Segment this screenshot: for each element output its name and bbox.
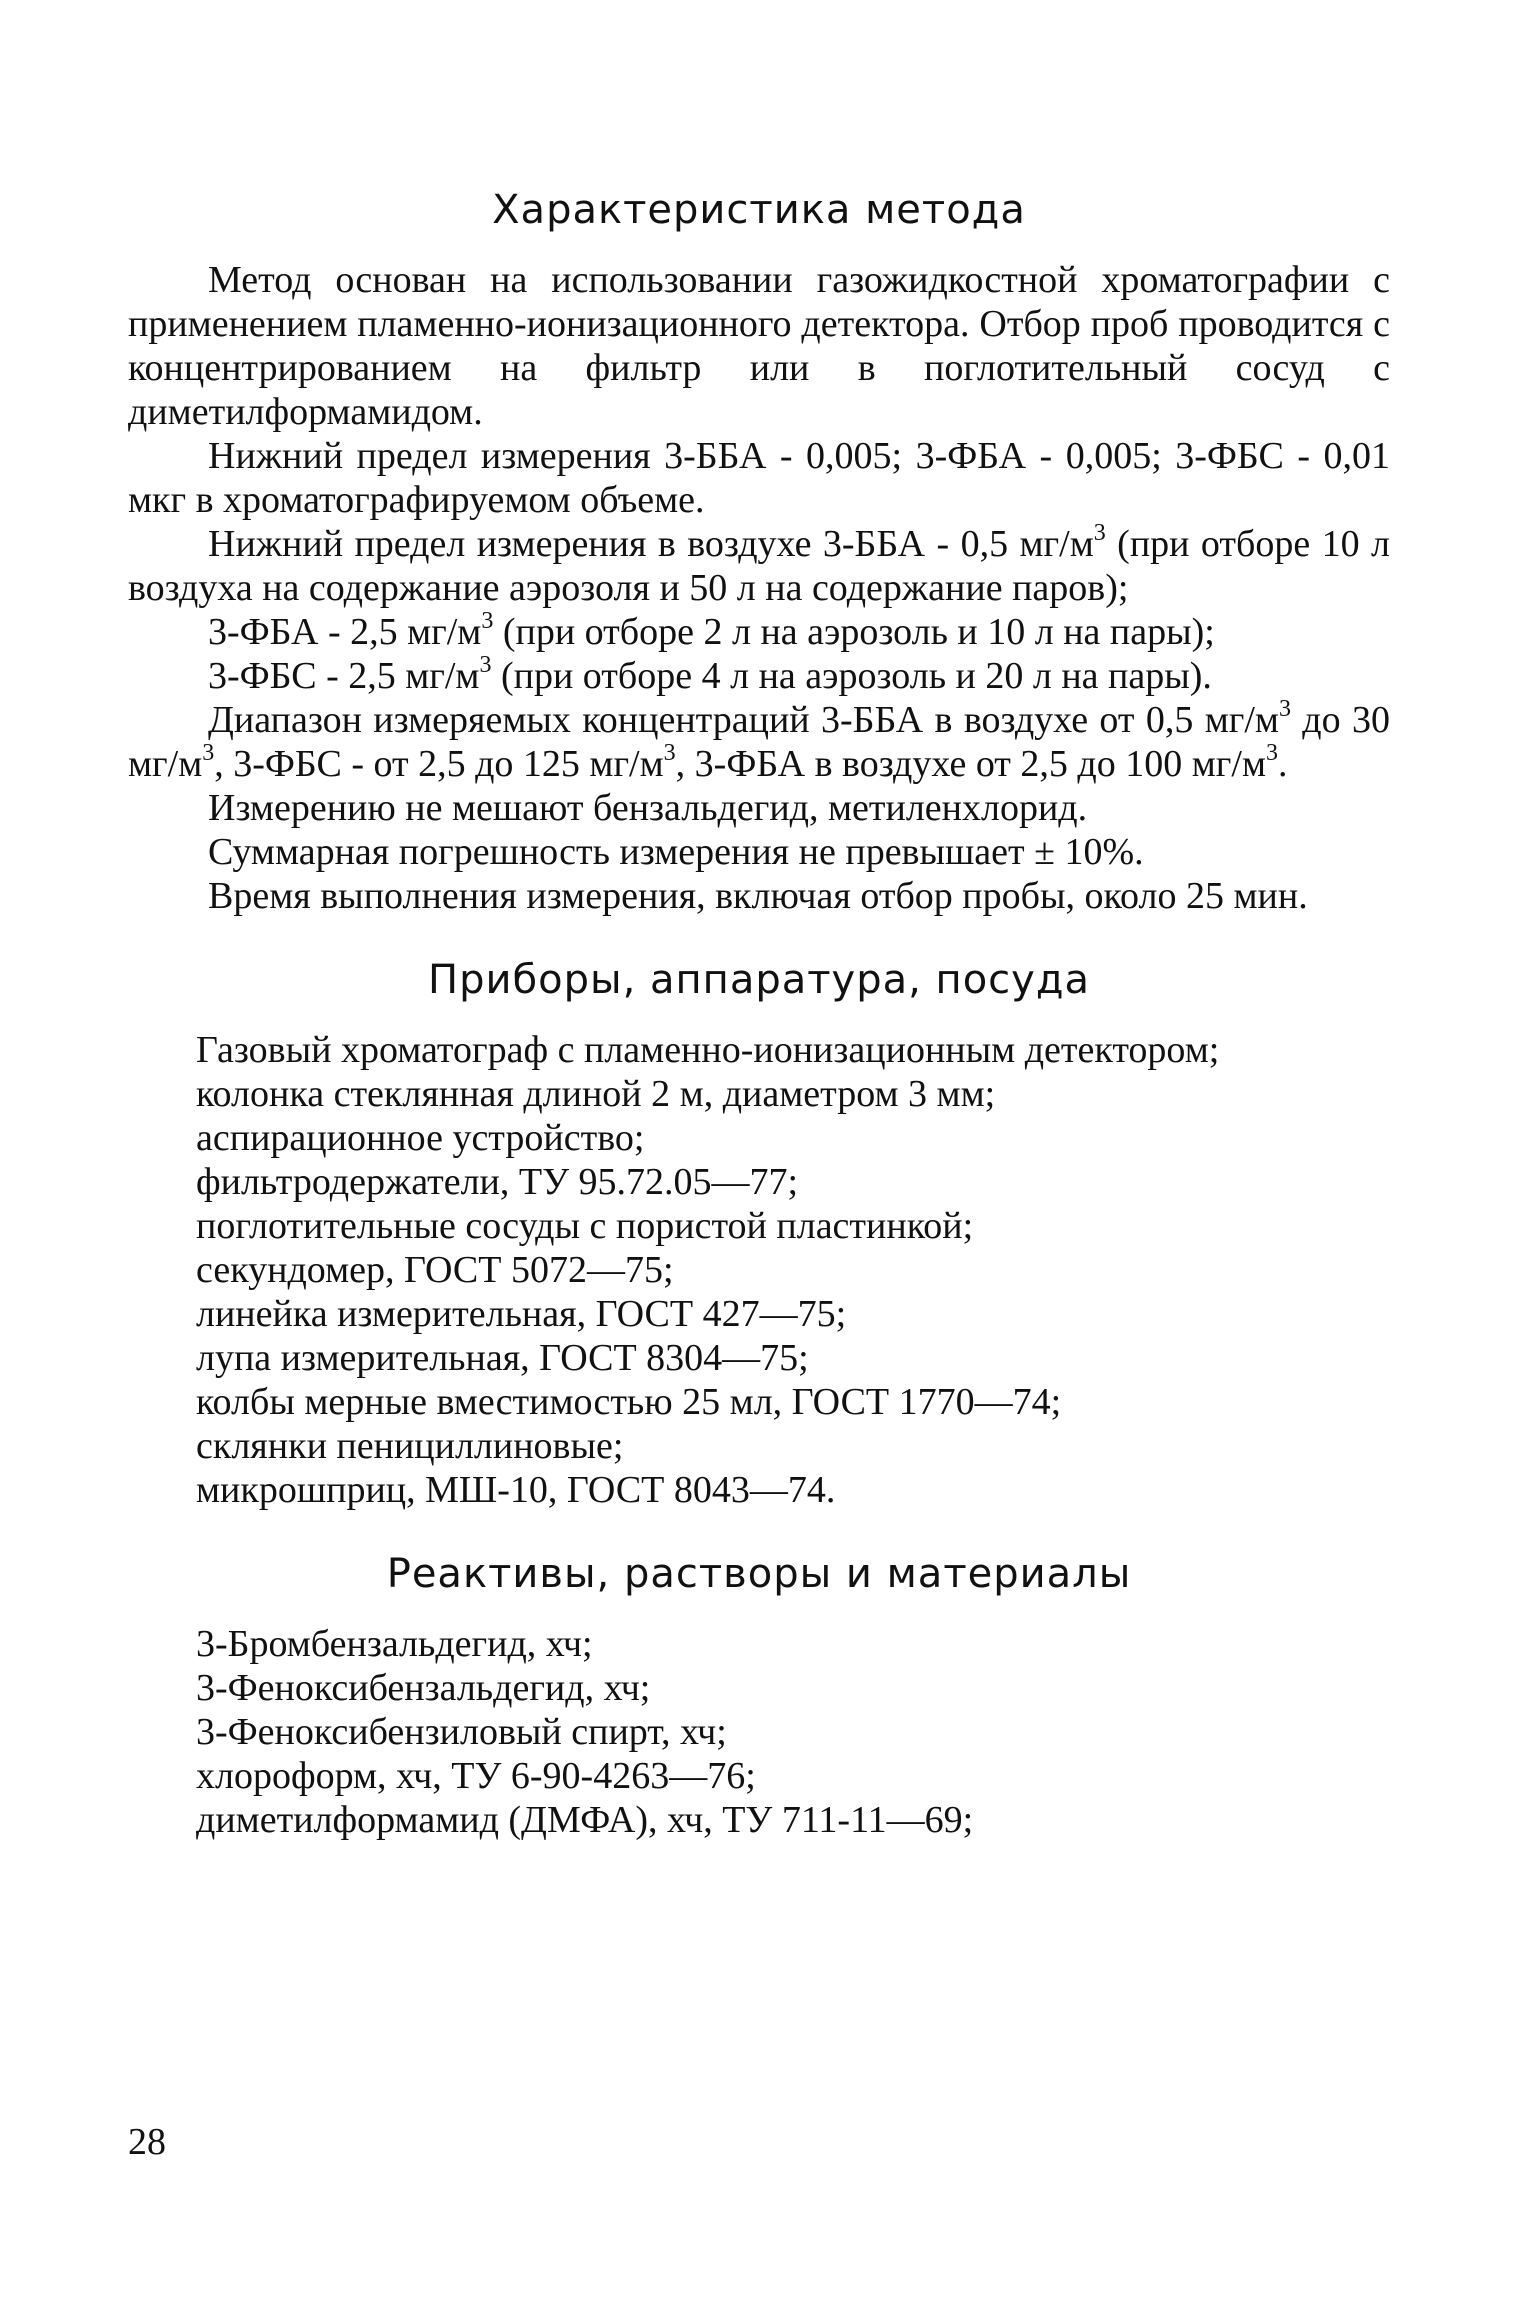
air-limit-bba-suffix: (при отборе 10 л воздуха на содержание аэрозоля и 50 л на содержание паров);	[128, 523, 1390, 609]
section-title-method: Характеристика метода	[492, 187, 1026, 233]
air-limit-fba-prefix: 3-ФБА - 2,5 мг/м	[208, 611, 482, 653]
page-number: 28	[128, 2121, 166, 2163]
reagents-list	[128, 1622, 1390, 1842]
list-item: аспирационное устройство;	[196, 1117, 645, 1159]
paragraph-air-limit-fba	[128, 610, 1390, 654]
superscript-3: 3	[202, 740, 215, 766]
list-item: склянки пенициллиновые;	[196, 1425, 624, 1467]
list-item: лупа измерительная, ГОСТ 8304—75;	[196, 1337, 809, 1379]
section-title-reagents: Реактивы, растворы и материалы	[386, 1551, 1132, 1597]
list-item: микрошприц, МШ-10, ГОСТ 8043—74.	[196, 1469, 836, 1511]
list-item: секундомер, ГОСТ 5072—75;	[196, 1249, 674, 1291]
list-item: линейка измерительная, ГОСТ 427—75;	[196, 1293, 847, 1335]
list-item: 3-Феноксибензиловый спирт, хч;	[196, 1711, 727, 1753]
range-part-4: , 3-ФБА в воздухе от 2,5 до 100 мг/м	[675, 743, 1266, 785]
list-item: хлороформ, хч, ТУ 6-90-4263—76;	[196, 1755, 756, 1797]
list-item: поглотительные сосуды с пористой пластинкой;	[196, 1205, 974, 1247]
superscript-3: 3	[481, 608, 494, 634]
paragraph-air-limit-bba	[128, 522, 1390, 610]
paragraph-duration: Время выполнения измерения, включая отбор пробы, около 25 мин.	[208, 875, 1308, 917]
list-item: 3-Бромбензальдегид, хч;	[196, 1623, 593, 1665]
superscript-3: 3	[1093, 520, 1106, 546]
air-limit-fba-suffix: (при отборе 2 л на аэрозоль и 10 л на пары);	[493, 611, 1215, 653]
air-limit-fbs-suffix: (при отборе 4 л на аэрозоль и 20 л на пары).	[491, 655, 1212, 697]
list-item: колбы мерные вместимостью 25 мл, ГОСТ 1770—74;	[196, 1381, 1062, 1423]
superscript-3: 3	[663, 740, 676, 766]
page-content	[128, 160, 1390, 1842]
list-item: Газовый хроматограф с пламенно-ионизационным детектором;	[196, 1029, 1220, 1071]
range-part-1: Диапазон измеряемых концентраций 3-ББА в воздухе от 0,5 мг/м	[208, 699, 1279, 741]
range-part-2: до 30 мг/м	[128, 699, 1390, 785]
paragraph-air-limit-fbs	[128, 654, 1390, 698]
superscript-3: 3	[1266, 740, 1278, 766]
air-limit-fbs-prefix: 3-ФБС - 2,5 мг/м	[208, 655, 480, 697]
equipment-list	[128, 1028, 1390, 1512]
superscript-3: 3	[1278, 696, 1291, 722]
list-item: фильтродержатели, ТУ 95.72.05—77;	[196, 1161, 799, 1203]
paragraph-interference: Измерению не мешают бензальдегид, метиленхлорид.	[208, 787, 1088, 829]
paragraph-range	[128, 698, 1390, 786]
paragraph-error: Суммарная погрешность измерения не превышает ± 10%.	[208, 831, 1144, 873]
list-item: диметилформамид (ДМФА), хч, ТУ 711-11—69;	[196, 1799, 974, 1841]
air-limit-bba-prefix: Нижний предел измерения в воздухе 3-ББА - 0,5 мг/м	[208, 523, 1094, 565]
list-item: колонка стеклянная длиной 2 м, диаметром 3 мм;	[196, 1073, 996, 1115]
list-item: 3-Феноксибензальдегид, хч;	[196, 1667, 651, 1709]
range-part-5: .	[1278, 743, 1288, 785]
range-part-3: , 3-ФБС - от 2,5 до 125 мг/м	[214, 743, 664, 785]
section-title-equipment: Приборы, аппаратура, посуда	[428, 957, 1090, 1003]
paragraph-lower-limit: Нижний предел измерения 3-ББА - 0,005; 3-ФБА - 0,005; 3-ФБС - 0,01 мкг в хроматографируемом объеме.	[128, 435, 1390, 521]
paragraph-method-basis: Метод основан на использовании газожидкостной хроматографии с применением пламенно-ионизационного детектора. Отбор проб проводится с концентрированием на фильтр или в поглотительный сосуд с диметилформамидом.	[128, 259, 1390, 433]
superscript-3: 3	[479, 652, 492, 678]
